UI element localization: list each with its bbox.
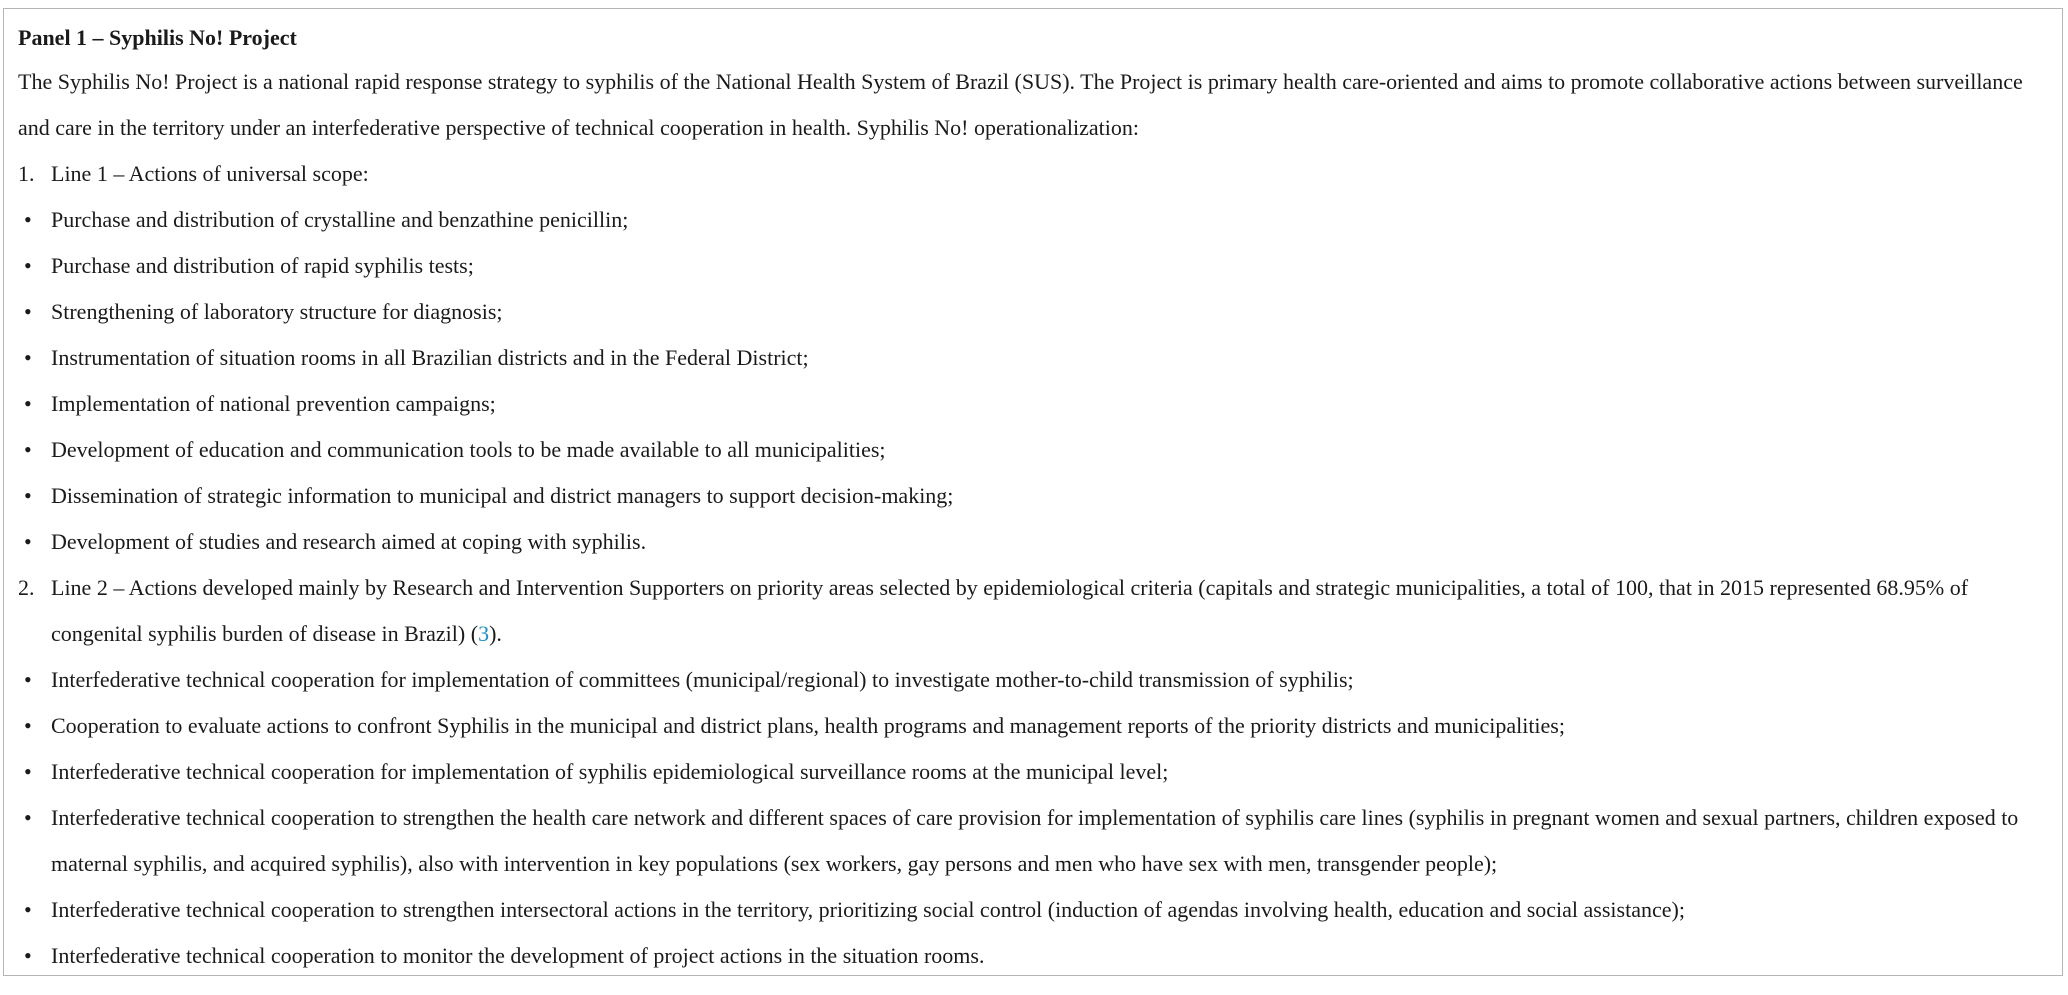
bullet-icon: •: [24, 437, 32, 462]
bullet-icon: •: [24, 667, 32, 692]
list-item-text: Purchase and distribution of rapid syphilis tests;: [51, 253, 474, 278]
line-2-text: [51, 565, 2048, 657]
line-2-text-end: ).: [489, 621, 502, 646]
list-item-text: Development of education and communication tools to be made available to all municipalities;: [51, 437, 886, 462]
list-item: [18, 335, 2048, 381]
list-item-text: Interfederative technical cooperation to strengthen the health care network and different spaces of care provision for implementation of syphilis care lines (syphilis in pregnant women and sexual partners, children exposed to maternal syphilis, and acquired syphilis), also with intervention in key populations (sex workers, gay persons and men who have sex with men, transgender people);: [51, 805, 2019, 876]
list-item: [18, 289, 2048, 335]
line-2-text-body: Line 2 – Actions developed mainly by Research and Intervention Supporters on priority areas selected by epidemiological criteria (capitals and strategic municipalities, a total of 100, that in 2015 represented 68.95% of congenital syphilis burden of disease in Brazil) (: [51, 575, 1969, 646]
line-1-item: [18, 151, 2048, 197]
list-item: [18, 427, 2048, 473]
bullet-icon: •: [24, 529, 32, 554]
list-number: 1.: [18, 161, 35, 186]
list-item: [18, 887, 2048, 933]
list-item-text: Interfederative technical cooperation to strengthen intersectoral actions in the territory, prioritizing social control (induction of agendas involving health, education and social assistance);: [51, 897, 1685, 922]
list-item: [18, 381, 2048, 427]
bullet-icon: •: [24, 391, 32, 416]
list-item-text: Interfederative technical cooperation for implementation of syphilis epidemiological surveillance rooms at the municipal level;: [51, 759, 1169, 784]
list-number: 2.: [18, 575, 35, 600]
bullet-icon: •: [24, 299, 32, 324]
list-item: [18, 749, 2048, 795]
list-item-text: Instrumentation of situation rooms in all Brazilian districts and in the Federal District;: [51, 345, 809, 370]
line-2-item: [18, 565, 2048, 657]
list-item-text: Implementation of national prevention campaigns;: [51, 391, 496, 416]
panel-box: [3, 8, 2063, 976]
bullet-icon: •: [24, 943, 32, 968]
bullet-icon: •: [24, 805, 32, 830]
list-item-text: Interfederative technical cooperation to monitor the development of project actions in the situation rooms.: [51, 943, 985, 968]
list-item: [18, 657, 2048, 703]
list-item: [18, 197, 2048, 243]
bullet-icon: •: [24, 207, 32, 232]
list-item: [18, 795, 2048, 887]
intro-paragraph: The Syphilis No! Project is a national rapid response strategy to syphilis of the National Health System of Brazil (SUS). The Project is primary health care-oriented and aims to promote collaborative actions between surveillance and care in the territory under an interfederative perspective of technical cooperation in health. Syphilis No! operationalization:: [18, 69, 2023, 140]
citation-link[interactable]: 3: [478, 621, 490, 646]
bullet-icon: •: [24, 897, 32, 922]
list-item: [18, 473, 2048, 519]
list-item-text: Interfederative technical cooperation for implementation of committees (municipal/regional) to investigate mother-to-child transmission of syphilis;: [51, 667, 1354, 692]
list-item-text: Cooperation to evaluate actions to confront Syphilis in the municipal and district plans, health programs and management reports of the priority districts and municipalities;: [51, 713, 1565, 738]
list-item: [18, 933, 2048, 979]
list-item: [18, 703, 2048, 749]
bullet-icon: •: [24, 345, 32, 370]
panel-title: Panel 1 – Syphilis No! Project: [18, 25, 297, 50]
bullet-icon: •: [24, 759, 32, 784]
bullet-icon: •: [24, 253, 32, 278]
bullet-icon: •: [24, 483, 32, 508]
list-item: [18, 243, 2048, 289]
list-item: [18, 519, 2048, 565]
line-1-text: Line 1 – Actions of universal scope:: [51, 161, 369, 186]
list-item-text: Purchase and distribution of crystalline and benzathine penicillin;: [51, 207, 629, 232]
list-item-text: Strengthening of laboratory structure for diagnosis;: [51, 299, 503, 324]
list-item-text: Development of studies and research aimed at coping with syphilis.: [51, 529, 647, 554]
list-item-text: Dissemination of strategic information to municipal and district managers to support decision-making;: [51, 483, 954, 508]
bullet-icon: •: [24, 713, 32, 738]
